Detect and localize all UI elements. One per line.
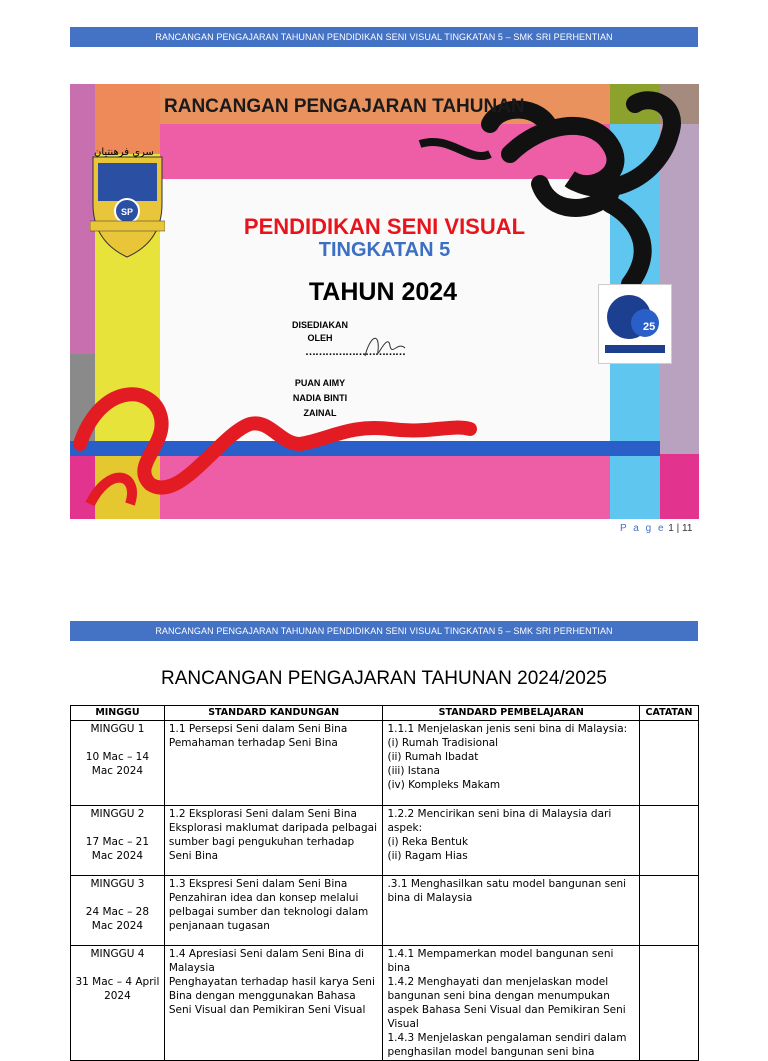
pembelajaran-cell — [383, 806, 640, 876]
cover-year: TAHUN 2024 — [308, 278, 458, 306]
kandungan-line: 1.3 Ekspresi Seni dalam Seni Bina — [168, 878, 348, 890]
signature-line: ………………………… — [305, 346, 405, 358]
kandungan-cell — [164, 806, 383, 876]
pembelajaran-line: (ii) Ragam Hias — [387, 850, 468, 862]
pembelajaran-cell — [383, 721, 640, 806]
week-label: MINGGU 3 — [90, 878, 145, 890]
prepared-by-line1: DISEDIAKAN — [291, 320, 348, 330]
lesson-plan-table — [70, 705, 699, 1061]
prepared-by-line2: OLEH — [307, 333, 333, 343]
header-standard-kandungan: STANDARD KANDUNGAN — [164, 706, 383, 721]
kandungan-line: Pemahaman terhadap Seni Bina — [168, 737, 338, 749]
table-row — [71, 876, 699, 946]
cover-level: TINGKATAN 5 — [318, 239, 451, 261]
kandungan-line: Penzahiran idea dan konsep melalui pelbagai sumber dan teknologi dalam penjanaan tugasan — [168, 892, 369, 932]
pembelajaran-line: .3.1 Menghasilkan satu model bangunan seni bina di Malaysia — [387, 878, 627, 904]
kandungan-line: 1.1 Persepsi Seni dalam Seni Bina — [168, 723, 348, 735]
page-header-text-2: RANCANGAN PENGAJARAN TAHUNAN PENDIDIKAN SENI VISUAL TINGKATAN 5 – SMK SRI PERHENTIAN — [155, 626, 613, 636]
kandungan-line: 1.4 Apresiasi Seni dalam Seni Bina di Malaysia — [168, 948, 365, 974]
week-dates: 10 Mac – 14 Mac 2024 — [85, 751, 150, 777]
header-standard-pembelajaran: STANDARD PEMBELAJARAN — [383, 706, 640, 721]
teacher-name — [275, 376, 365, 416]
pembelajaran-cell — [383, 876, 640, 946]
pembelajaran-line: 1.4.1 Mempamerkan model bangunan seni bina — [387, 948, 614, 974]
week-label: MINGGU 2 — [90, 808, 145, 820]
school-logo-text: سري فرهنتيان — [94, 147, 154, 158]
week-label: MINGGU 4 — [90, 948, 145, 960]
prepared-by-label — [285, 320, 355, 343]
week-cell — [71, 806, 165, 876]
table-header-row — [71, 706, 699, 721]
page-label: P a g e — [620, 523, 666, 534]
page-number — [620, 523, 692, 534]
kandungan-line: Eksplorasi maklumat daripada pelbagai sumber bagi pengukuhan terhadap Seni Bina — [168, 822, 378, 862]
page-total: 11 — [682, 523, 693, 534]
pembelajaran-line: (iii) Istana — [387, 765, 440, 777]
page-header-bar — [70, 27, 698, 47]
red-brush-stroke-2 — [90, 478, 132, 504]
pembelajaran-line: (ii) Rumah Ibadat — [387, 751, 479, 763]
header-minggu: MINGGU — [71, 706, 165, 721]
page-separator: | — [673, 523, 683, 534]
week-cell — [71, 876, 165, 946]
svg-text:SP: SP — [120, 207, 134, 217]
pembelajaran-line: (i) Reka Bentuk — [387, 836, 469, 848]
table-row — [71, 806, 699, 876]
kandungan-line: Penghayatan terhadap hasil karya Seni Bina dengan menggunakan Bahasa Seni Visual dan Pemikiran Seni Visual — [168, 976, 375, 1016]
catatan-cell — [639, 876, 698, 946]
teacher-name-line1: PUAN AIMY — [294, 378, 346, 388]
page-header-bar-2 — [70, 621, 698, 641]
cover-title: RANCANGAN PENGAJARAN TAHUNAN — [164, 96, 525, 117]
catatan-cell — [639, 946, 698, 1061]
kandungan-cell — [164, 876, 383, 946]
week-dates: 24 Mac – 28 Mac 2024 — [85, 906, 150, 932]
table-row — [71, 721, 699, 806]
catatan-cell — [639, 806, 698, 876]
cover-image — [70, 84, 699, 519]
header-catatan: CATATAN — [639, 706, 698, 721]
table-row — [71, 946, 699, 1061]
kandungan-line: 1.2 Eksplorasi Seni dalam Seni Bina — [168, 808, 357, 820]
kandungan-cell — [164, 946, 383, 1061]
pembelajaran-line: (iv) Kompleks Makam — [387, 779, 501, 791]
kandungan-cell — [164, 721, 383, 806]
page-header-text: RANCANGAN PENGAJARAN TAHUNAN PENDIDIKAN SENI VISUAL TINGKATAN 5 – SMK SRI PERHENTIAN — [155, 32, 613, 42]
week-dates: 31 Mac – 4 April 2024 — [75, 976, 160, 1002]
page-current: 1 — [668, 523, 674, 534]
teacher-name-line2: NADIA BINTI — [292, 393, 348, 403]
week-dates: 17 Mac – 21 Mac 2024 — [85, 836, 150, 862]
week-cell — [71, 946, 165, 1061]
teacher-name-line3: ZAINAL — [303, 408, 337, 416]
catatan-cell — [639, 721, 698, 806]
cover-subject: PENDIDIKAN SENI VISUAL — [243, 214, 526, 239]
black-brush-stroke-2 — [420, 142, 490, 156]
week-cell — [71, 721, 165, 806]
week-label: MINGGU 1 — [90, 723, 145, 735]
pembelajaran-cell — [383, 946, 640, 1061]
pembelajaran-line: (i) Rumah Tradisional — [387, 737, 499, 749]
pembelajaran-line: 1.1.1 Menjelaskan jenis seni bina di Malaysia: — [387, 723, 628, 735]
signature-scribble — [360, 326, 410, 366]
pembelajaran-line: 1.4.3 Menjelaskan pengalaman sendiri dalam penghasilan model bangunan seni bina — [387, 1032, 627, 1058]
pembelajaran-line: 1.4.2 Menghayati dan menjelaskan model bangunan seni bina dengan menumpukan aspek Bahasa Seni Visual dan Pemikiran Seni Visual — [387, 976, 626, 1030]
document-title: RANCANGAN PENGAJARAN TAHUNAN 2024/2025 — [161, 668, 607, 689]
pembelajaran-line: 1.2.2 Mencirikan seni bina di Malaysia dari aspek: — [387, 808, 612, 834]
ts25-logo-number: 25 — [643, 321, 656, 333]
